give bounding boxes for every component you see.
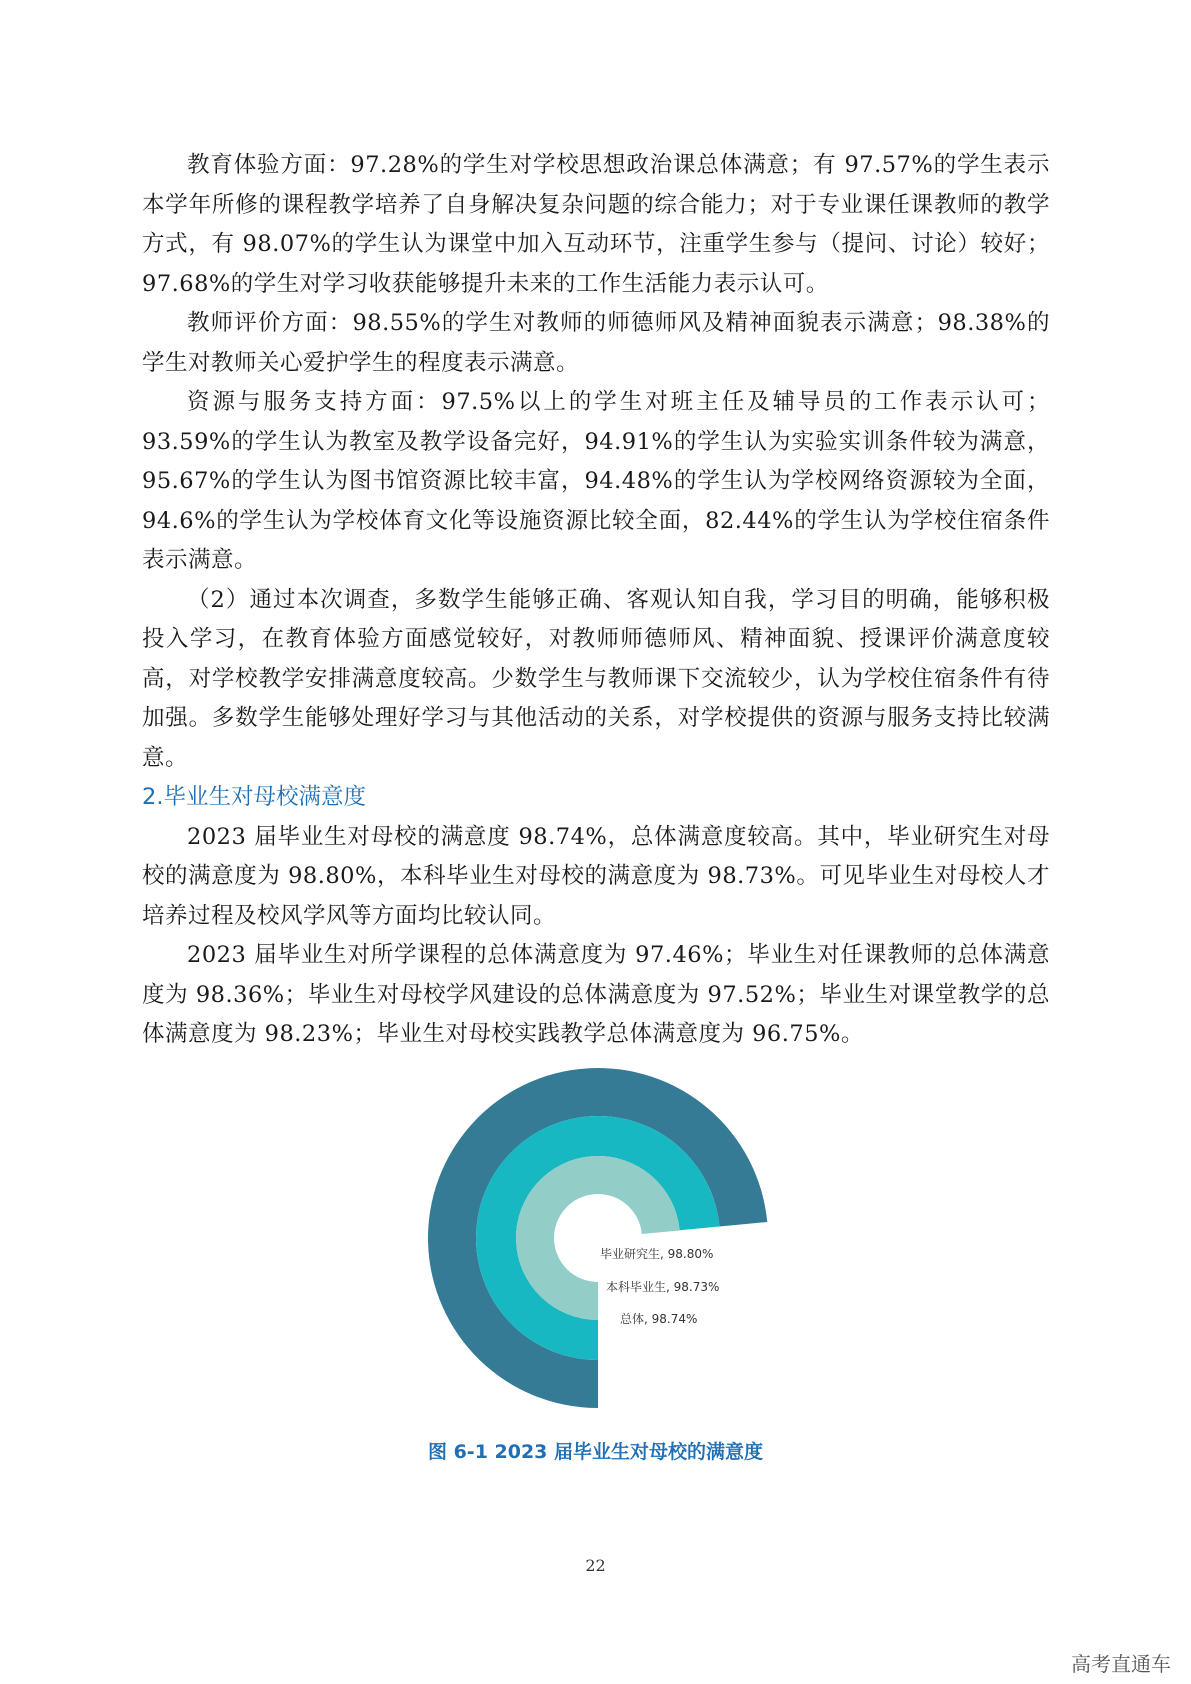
figure-caption: 图 6-1 2023 届毕业生对母校的满意度 [427,1441,764,1463]
paragraph-resources-support: 资源与服务支持方面：97.5%以上的学生对班主任及辅导员的工作表示认可；93.59%的学生认为教室及教学设备完好，94.91%的学生认为实验实训条件较为满意，95.67%的学生认为图书馆资源比较丰富，94.48%的学生认为学校网络资源较为全面，94.6%的学生认为学校体育文化等设施资源比较全面，82.44%的学生认为学校住宿条件表示满意。 [142,389,1050,573]
body-text [142,146,1050,1055]
watermark-text: 高考直通车 [1071,1652,1171,1676]
paragraph-education-experience: 教育体验方面：97.28%的学生对学校思想政治课总体满意；有 97.57%的学生表示本学年所修的课程教学培养了自身解决复杂问题的综合能力；对于专业课任课教师的教学方式，有 98.07%的学生认为课堂中加入互动环节，注重学生参与（提问、讨论）较好；97.68%的学生对学习收获能够提升未来的工作生活能力表示认可。 [142,152,1050,297]
paragraph-course-satisfaction: 2023 届毕业生对所学课程的总体满意度为 97.46%；毕业生对任课教师的总体满意度为 98.36%；毕业生对母校学风建设的总体满意度为 97.52%；毕业生对课堂教学的总体满意度为 98.23%；毕业生对母校实践教学总体满意度为 96.75%。 [142,942,1050,1047]
ring-arc-2 [516,1156,680,1320]
paragraph-teacher-evaluation: 教师评价方面：98.55%的学生对教师的师德师风及精神面貌表示满意；98.38%的学生对教师关心爱护学生的程度表示满意。 [142,310,1050,376]
page-number: 22 [585,1556,606,1575]
paragraph-survey-conclusion: （2）通过本次调查，多数学生能够正确、客观认知自我，学习目的明确，能够积极投入学习，在教育体验方面感觉较好，对教师师德师风、精神面貌、授课评价满意度较高，对学校教学安排满意度较高。少数学生与教师课下交流较少，认为学校住宿条件有待加强。多数学生能够处理好学习与其他活动的关系，对学校提供的资源与服务支持比较满意。 [142,586,1050,771]
ring-label-0: 总体, 98.74% [620,1312,698,1326]
paragraph-graduate-satisfaction: 2023 届毕业生对母校的满意度 98.74%，总体满意度较高。其中，毕业研究生对母校的满意度为 98.80%，本科毕业生对母校的满意度为 98.73%。可见毕业生对母校人才培养过程及校风学风等方面均比较认同。 [142,823,1050,929]
satisfaction-chart [420,1060,820,1460]
section-heading: 2.毕业生对母校满意度 [142,784,366,810]
ring-label-2: 毕业研究生, 98.80% [600,1247,714,1261]
radial-bar-chart-svg [420,1060,820,1460]
ring-label-1: 本科毕业生, 98.73% [606,1280,720,1294]
